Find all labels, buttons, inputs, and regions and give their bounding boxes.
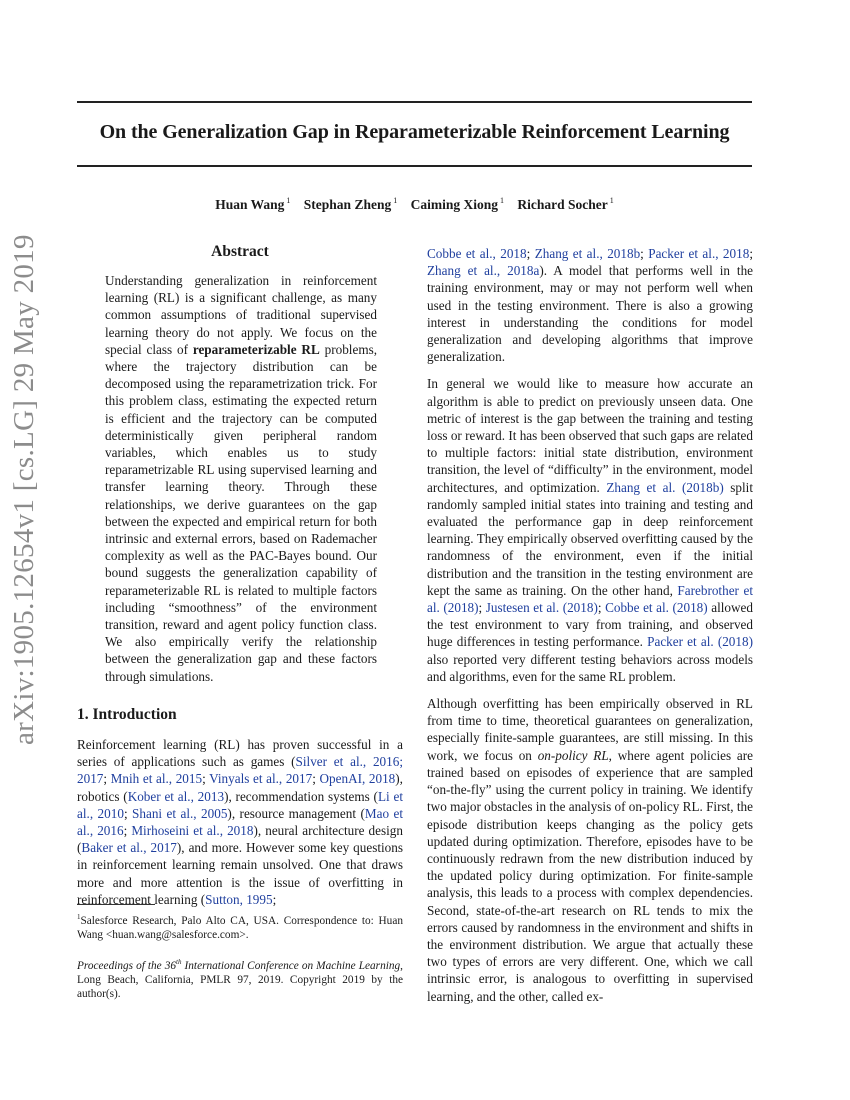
author-list (77, 196, 752, 213)
author: Richard Socher $^1$ (517, 196, 614, 212)
citation-link[interactable]: Cobbe et al. (2018) (605, 600, 708, 616)
citation-link[interactable]: Sutton, 1995 (205, 891, 273, 907)
author: Stephan Zheng $^1$ (303, 196, 398, 212)
citation-link[interactable]: Shani et al., 2005 (132, 805, 228, 821)
abstract-heading: Abstract (211, 243, 269, 260)
citation-link[interactable]: Zhang et al. (2018b) (606, 479, 724, 495)
section-heading-introduction: 1. Introduction (77, 706, 177, 723)
citation-link[interactable]: Baker et al., 2017 (81, 840, 177, 856)
citation-link[interactable]: Li et al., 2010 (77, 788, 403, 821)
paragraph: Cobbe et al., 2018; Zhang et al., 2018b; Packer et al., 2018; Zhang et al., 2018a). A model that performs well in the training environment, may or may not perform well when used in the testing environment. There is also a growing interest in understanding the conditions for model generalization and developing algorithms that improve generalization. (427, 246, 754, 365)
citation-link[interactable]: Zhang et al., 2018a (427, 263, 540, 279)
title-bottom-rule (77, 165, 752, 167)
citation-link[interactable]: Vinyals et al., 2017 (209, 771, 313, 787)
citation-link[interactable]: Farebrother et al. (2018) (427, 582, 754, 616)
author: Huan Wang $^1$ (215, 196, 291, 212)
title-top-rule (77, 101, 752, 103)
right-column (427, 245, 753, 1005)
affiliation-footnote: $^1$Salesforce Research, Palo Alto CA, USA. Correspondence to: Huan Wang <huan.wang@salesforce.com>. (77, 913, 403, 941)
abstract-body: Understanding generalization in reinforcement learning (RL) is a significant challenge, as many common assumptions of traditional supervised learning theory do not apply. We focus on the special class of reparameterizable RL problems, where the trajectory distribution can be decomposed using the reparametrization trick. For this problem class, estimating the expected return is efficient and the trajectory can be computed deterministically given peripheral random variables, which enables us to study reparametrizable RL using supervised learning and transfer learning theory. Through these relationships, we derive guarantees on the gap between the expected and empirical return for both intrinsic and external errors, based on Rademacher complexity as well as the PAC-Bayes bound. Our bound suggests the generalization capability of reparameterizable RL is related to multiple factors including “smoothness” of the environment transition, reward and agent policy function class. We also empirically verify the relationship between the generalization gap and these factors through simulations. (105, 273, 378, 684)
citation-link[interactable]: Silver et al., 2016; 2017 (77, 754, 403, 787)
citation-link[interactable]: Mirhoseini et al., 2018 (131, 823, 254, 839)
paragraph: Although overfitting has been empirically observed in RL from time to time, theoretical guarantees on generalization, especially finite-sample guarantees, are still missing. In this work, we focus on on-policy RL, where agent policies are trained based on episodes of experience that are sampled “on-the-fly” using the current policy in training. We identify two major obstacles in the analysis of on-policy RL. First, the episode distribution keeps changing as the policy gets updated during optimization. Therefore, episodes have to be continuously redrawn from the new distribution induced by the updated policy during optimization. For finite-sample analysis, this leads to a process with complex dependencies. Second, state-of-the-art research on RL tends to mix the errors caused by randomness in the environment and shifts in the environment distribution. We argue that actually these two types of errors are very different. One, which we call intrinsic error, is analogous to overfitting in supervised learning, and the other, called ex- (427, 696, 754, 1004)
arxiv-identifier: arXiv:1905.12654v1 [cs.LG] 29 May 2019 (8, 234, 40, 745)
citation-link[interactable]: Packer et al., 2018 (648, 246, 750, 261)
citation-link[interactable]: Zhang et al., 2018b (534, 246, 641, 261)
author: Caiming Xiong $^1$ (410, 196, 504, 212)
citation-link[interactable]: Cobbe et al., 2018 (427, 246, 527, 261)
citation-link[interactable]: Kober et al., 2013 (127, 788, 225, 804)
footnote-rule (77, 904, 155, 905)
citation-link[interactable]: Packer et al. (2018) (647, 634, 753, 650)
proceedings-note: Proceedings of the 36th International Conference on Machine Learning, Long Beach, California, PMLR 97, 2019. Copyright 2019 by the author(s). (77, 958, 403, 1000)
paper-title: On the Generalization Gap in Reparameterizable Reinforcement Learning (99, 121, 730, 143)
citation-link[interactable]: Mnih et al., 2015 (110, 771, 203, 787)
citation-link[interactable]: OpenAI, 2018 (319, 771, 396, 787)
citation-link[interactable]: Mao et al., 2016 (77, 805, 403, 839)
introduction-paragraph: Reinforcement learning (RL) has proven successful in a series of applications such as games (Silver et al., 2016; 2017; Mnih et al., 2015; Vinyals et al., 2017; OpenAI, 2018), robotics (Kober et al., 2013), recommendation systems (Li et al., 2010; Shani et al., 2005), resource management (Mao et al., 2016; Mirhoseini et al., 2018), neural architecture design (Baker et al., 2017), and more. However some key questions in reinforcement learning remain unsolved. One that draws more and more attention is the issue of overfitting in reinforcement learning (Sutton, 1995; (77, 737, 404, 907)
paragraph: In general we would like to measure how accurate an algorithm is able to predict on previously unseen data. One metric of interest is the gap between the training and testing loss or reward. It has been observed that such gaps are related to multiple factors: initial state distribution, environment transition, the level of “difficulty” in the environment, model architectures, and optimization. Zhang et al. (2018b) split randomly sampled initial states into training and testing and evaluated the performance gap in deep reinforcement learning. They empirically observed overfitting caused by the randomness of the environment, even if the initial distribution and the transition in the testing environment are kept the same as training. On the other hand, Farebrother et al. (2018); Justesen et al. (2018); Cobbe et al. (2018) allowed the test environment to vary from training, and observed huge differences in testing performance. Packer et al. (2018) also reported very different testing behaviors across models and algorithms, even for the same RL problem. (427, 376, 754, 684)
citation-link[interactable]: Justesen et al. (2018) (485, 600, 598, 616)
